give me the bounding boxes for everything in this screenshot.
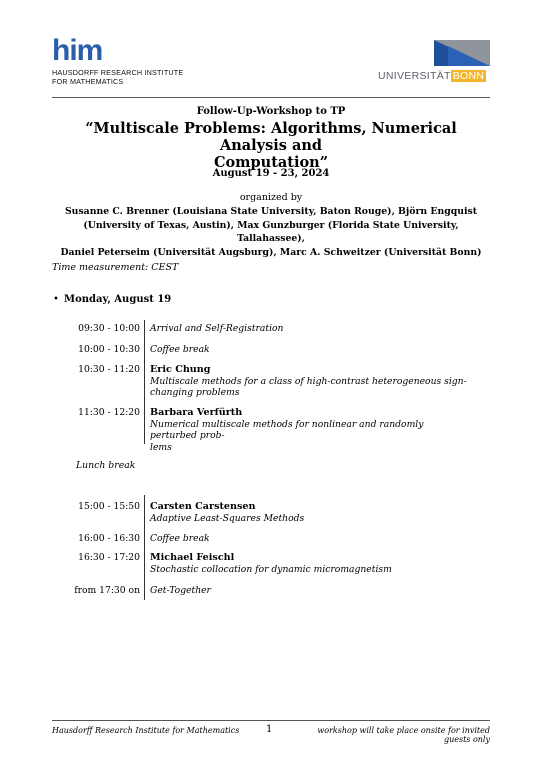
session-time: 16:30 - 17:20 — [78, 552, 140, 563]
session-title: Arrival and Self-Registration — [150, 323, 284, 334]
session-time: 16:00 - 16:30 — [78, 533, 140, 544]
day-heading: Monday, August 19 — [64, 294, 172, 305]
workshop-dates: August 19 - 23, 2024 — [212, 168, 330, 179]
bullet-icon: • — [53, 294, 59, 305]
page-number: 1 — [266, 724, 273, 735]
speaker-name: Barbara Verfürth — [150, 407, 243, 418]
him-logo — [52, 34, 212, 86]
session-talk — [150, 407, 470, 453]
session-talk — [150, 501, 470, 524]
workshop-title: “Multiscale Problems: Algorithms, Numerical Analysis and Computation” — [85, 120, 457, 171]
him-logo-text: HAUSDORFF RESEARCH INSTITUTE FOR MATHEMATICS — [52, 68, 184, 86]
session-time: from 17:30 on — [74, 585, 140, 596]
talk-title: changing problems — [150, 387, 240, 398]
schedule-divider — [144, 320, 145, 444]
session-time: 09:30 - 10:00 — [78, 323, 140, 334]
workshop-subtitle: Follow-Up-Workshop to TP — [196, 106, 346, 117]
session-talk — [150, 364, 470, 399]
talk-title: lems — [150, 441, 172, 453]
session-title: Coffee break — [150, 344, 210, 355]
footer-divider — [52, 720, 490, 721]
university-bonn-logo — [378, 40, 490, 84]
session-time: 10:30 - 11:20 — [78, 364, 140, 375]
session-time: 15:00 - 15:50 — [78, 501, 140, 512]
bonn-logo-text: UNIVERSITÄT BONN — [378, 70, 485, 82]
session-title: Get-Together — [150, 585, 211, 596]
footer-note: workshop will take place onsite for invited guests only — [317, 726, 490, 744]
lunch-break: Lunch break — [76, 460, 136, 471]
talk-title: Numerical multiscale methods for nonlinear and randomly perturbed prob- — [150, 418, 424, 441]
session-title: Coffee break — [150, 533, 210, 544]
session-time: 11:30 - 12:20 — [78, 407, 140, 418]
organized-by-label: organized by — [239, 192, 303, 203]
header-divider — [52, 97, 490, 98]
session-time: 10:00 - 10:30 — [78, 344, 140, 355]
bonn-logo-graphic — [378, 40, 490, 68]
session-talk — [150, 552, 470, 575]
speaker-name: Carsten Carstensen — [150, 501, 256, 512]
schedule-divider — [144, 495, 145, 600]
talk-title: Multiscale methods for a class of high-contrast heterogeneous sign- — [150, 375, 467, 387]
footer-institute: Hausdorff Research Institute for Mathematics — [52, 726, 240, 735]
talk-title: Adaptive Least-Squares Methods — [150, 512, 305, 524]
speaker-name: Michael Feischl — [150, 552, 235, 563]
him-logo-mark: him — [52, 34, 103, 67]
speaker-name: Eric Chung — [150, 364, 211, 375]
time-measurement-note: Time measurement: CEST — [52, 262, 179, 273]
talk-title: Stochastic collocation for dynamic micromagnetism — [150, 563, 392, 575]
organizers: Susanne C. Brenner (Louisiana State University, Baton Rouge), Björn Engquist (University of Texas, Austin), Max Gunzburger (Florida State University, Tallahassee), Daniel Peterseim (Universität Augsburg), Marc A. Schweitzer (Universität Bonn) — [60, 206, 482, 258]
